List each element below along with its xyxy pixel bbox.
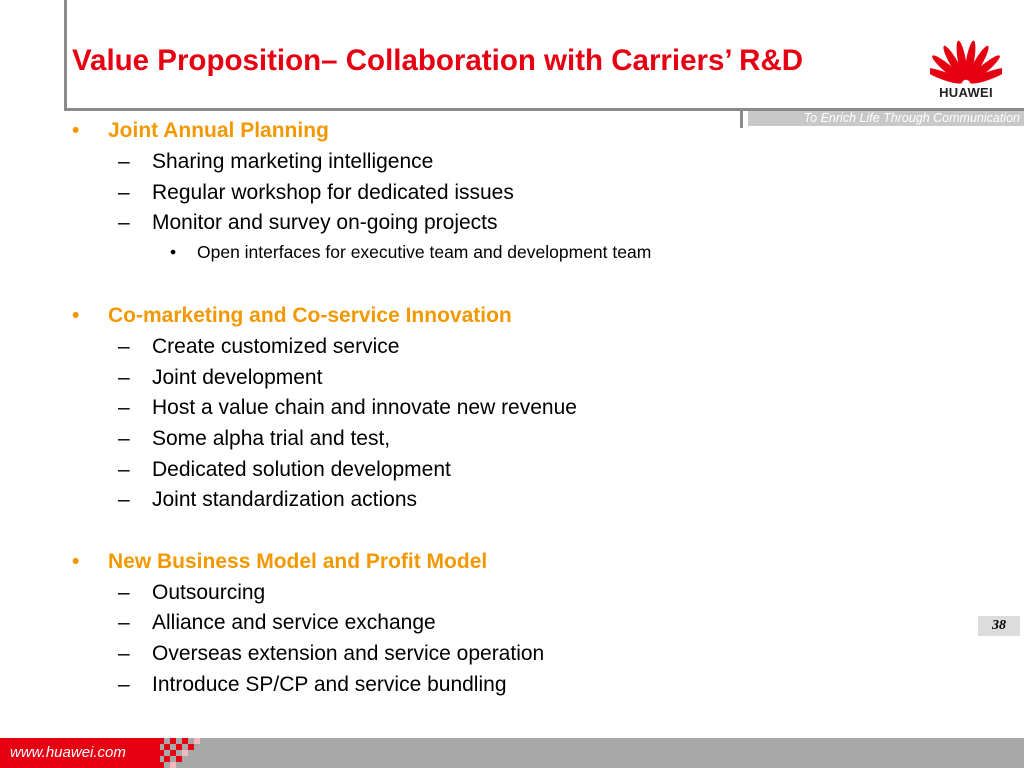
sub-list-item: • Open interfaces for executive team and development team bbox=[170, 242, 652, 262]
list-item: – Joint standardization actions bbox=[118, 488, 417, 511]
section-heading: • New Business Model and Profit Model bbox=[72, 550, 488, 573]
footer-checker-pattern-icon bbox=[158, 738, 202, 768]
list-item: – Host a value chain and innovate new revenue bbox=[118, 396, 577, 419]
list-item: – Alliance and service exchange bbox=[118, 611, 436, 634]
list-item: – Outsourcing bbox=[118, 581, 266, 604]
section-heading: • Co-marketing and Co-service Innovation bbox=[72, 304, 512, 327]
logo-text: HUAWEI bbox=[939, 85, 993, 100]
slide-title: Value Proposition– Collaboration with Carriers’ R&D bbox=[72, 44, 804, 77]
list-item: – Introduce SP/CP and service bundling bbox=[118, 673, 507, 696]
list-item: – Some alpha trial and test, bbox=[118, 427, 391, 450]
list-item: – Create customized service bbox=[118, 335, 400, 358]
page-number: 38 bbox=[978, 616, 1020, 636]
list-item: – Sharing marketing intelligence bbox=[118, 150, 434, 173]
list-item: – Joint development bbox=[118, 366, 323, 389]
list-item: – Dedicated solution development bbox=[118, 458, 451, 481]
list-item: – Monitor and survey on-going projects bbox=[118, 211, 498, 234]
tagline: To Enrich Life Through Communication bbox=[748, 111, 1024, 126]
footer-url[interactable]: www.huawei.com bbox=[0, 738, 160, 768]
section-heading: • Joint Annual Planning bbox=[72, 119, 329, 142]
list-item: – Regular workshop for dedicated issues bbox=[118, 181, 514, 204]
list-item: – Overseas extension and service operation bbox=[118, 642, 545, 665]
